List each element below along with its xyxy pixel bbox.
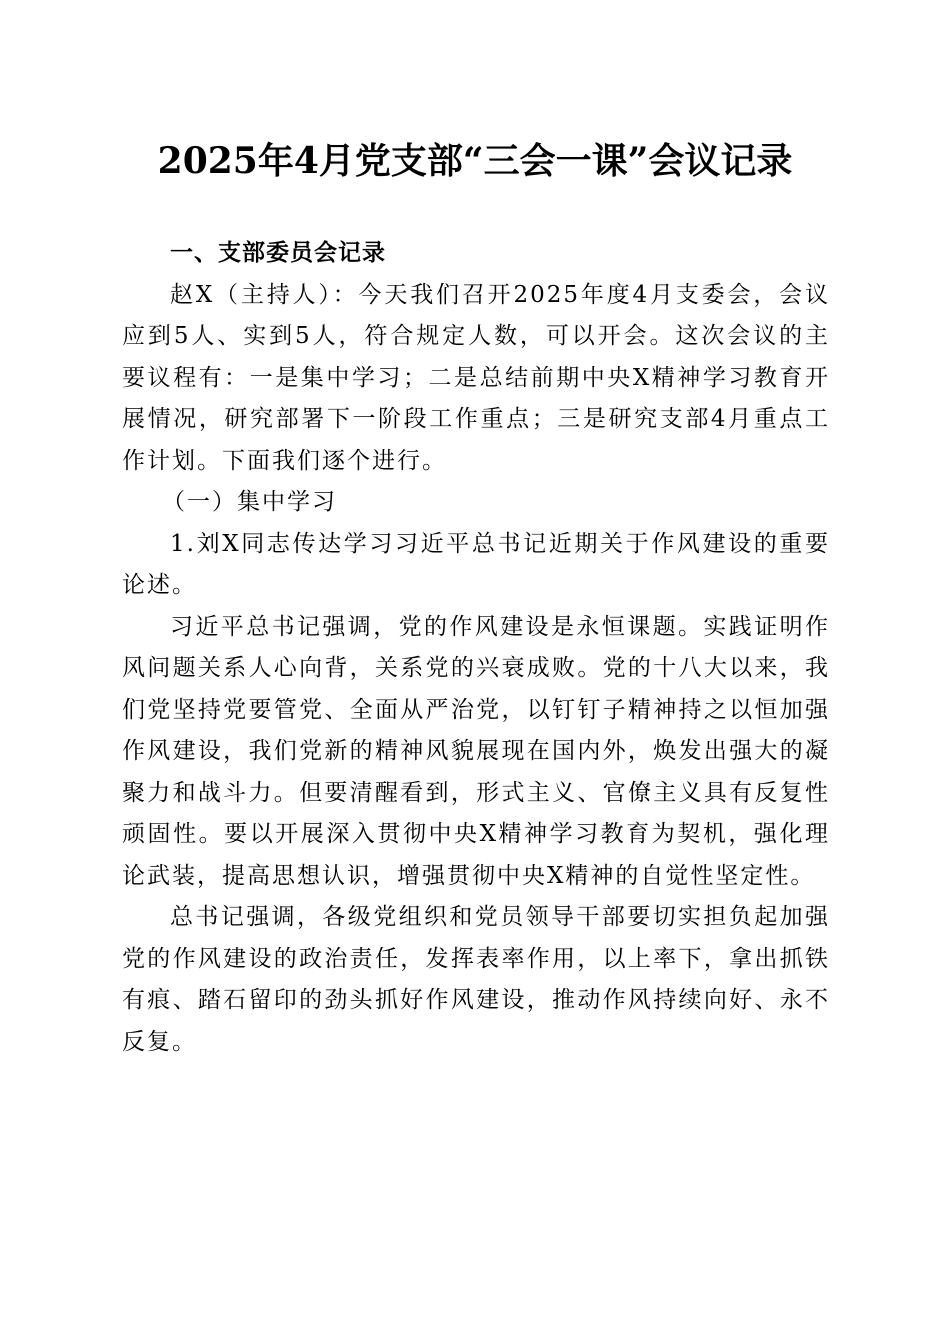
paragraph-study-item-1: 1.刘X同志传达学习习近平总书记近期关于作风建设的重要论述。 (122, 530, 830, 598)
section-heading-branch-committee: 一、支部委员会记录 (170, 240, 386, 266)
document-title: 2025年4月党支部“三会一课”会议记录 (157, 140, 793, 182)
paragraph-study-content-1: 习近平总书记强调，党的作风建设是永恒课题。实践证明作风问题关系人心向背，关系党的兴衰成败。党的十八大以来，我们党坚持党要管党、全面从严治党，以钉钉子精神持之以恒加强作风建设，我们党新的精神风貌展现在国内外，焕发出强大的凝聚力和战斗力。但要清醒看到，形式主义、官僚主义具有反复性顽固性。要以开展深入贯彻中央X精神学习教育为契机，强化理论武装，提高思想认识，增强贯彻中央X精神的自觉性坚定性。 (122, 613, 830, 889)
subsection-heading-group-study: （一）集中学习 (162, 489, 337, 515)
paragraph-study-content-2: 总书记强调，各级党组织和党员领导干部要切实担负起加强党的作风建设的政治责任，发挥表率作用，以上率下，拿出抓铁有痕、踏石留印的劲头抓好作风建设，推动作风持续向好、永不反复。 (122, 904, 830, 1055)
document-body (122, 233, 830, 1063)
paragraph-host-opening: 赵X（主持人）：今天我们召开2025年度4月支委会，会议应到5人、实到5人，符合规定人数，可以开会。这次会议的主要议程有：一是集中学习；二是总结前期中央X精神学习教育开展情况，研究部署下一阶段工作重点；三是研究支部4月重点工作计划。下面我们逐个进行。 (122, 281, 830, 474)
